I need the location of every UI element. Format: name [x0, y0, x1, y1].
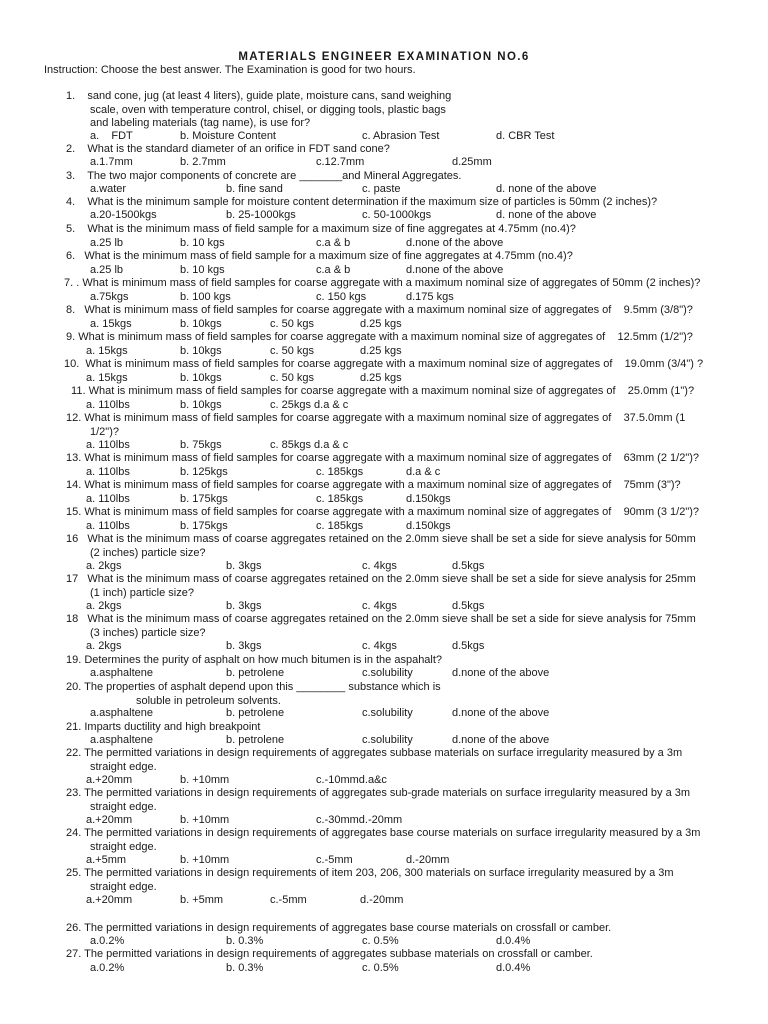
answer-option: b. 10 kgs — [180, 237, 225, 249]
answer-option: b. 0.3% — [226, 962, 264, 974]
question-text-continued: straight edge. — [90, 840, 157, 853]
answer-option: c. 4kgs — [362, 600, 397, 612]
answer-option: d.25 kgs — [360, 318, 402, 330]
answer-option: a. 110lbs — [86, 399, 130, 411]
answer-option: a.+20mm — [86, 894, 133, 906]
answer-option: d.none of the above — [452, 667, 550, 679]
question-text: 27. The permitted variations in design requirements of aggregates subbase materials on crossfall or camber. — [66, 948, 593, 960]
answer-option: d.a & c — [406, 466, 441, 478]
answer-option: b. +5mm — [180, 894, 224, 906]
answer-option: b. +10mm — [180, 854, 230, 866]
answer-option: b. petrolene — [226, 667, 285, 679]
answer-option: c.-5mm — [316, 854, 353, 866]
question-text: 3. The two major components of concrete are _______and Mineral Aggregates. — [66, 170, 462, 182]
answer-option: a.25 lb — [90, 237, 124, 249]
answer-option: c. Abrasion Test — [362, 130, 440, 142]
answer-option: c. 50 kgs — [270, 372, 315, 384]
question-text: 19. Determines the purity of asphalt on how much bitumen is in the aspahalt? — [66, 654, 443, 666]
answer-option: a.0.2% — [90, 935, 125, 947]
answer-option: c. 4kgs — [362, 560, 397, 572]
answer-option: a.75kgs — [90, 291, 129, 303]
question-text: 20. The properties of asphalt depend upon this ________ substance which is — [66, 681, 441, 693]
answer-option: c. 85kgs d.a & c — [270, 439, 349, 451]
answer-option: a.asphaltene — [90, 707, 153, 719]
question-text-continued: soluble in petroleum solvents. — [136, 694, 281, 707]
answer-option: a.+20mm — [86, 774, 133, 786]
answer-option: c.a & b — [316, 237, 351, 249]
answer-option: a.asphaltene — [90, 667, 153, 679]
answer-option: b. 10kgs — [180, 318, 222, 330]
answer-option: b. 0.3% — [226, 935, 264, 947]
question-text: 16 What is the minimum mass of coarse aggregates retained on the 2.0mm sieve shall be set a side for sieve analysis for 50mm — [66, 533, 696, 545]
question-text: 17 What is the minimum mass of coarse aggregates retained on the 2.0mm sieve shall be set a side for sieve analysis for 25mm — [66, 573, 696, 585]
answer-option: a. 110lbs — [86, 466, 130, 478]
question-text-continued: (1 inch) particle size? — [90, 586, 194, 599]
answer-option: b. 3kgs — [226, 600, 262, 612]
question-text-continued: straight edge. — [90, 880, 157, 893]
answer-option: c. 4kgs — [362, 640, 397, 652]
question-text: 21. Imparts ductility and high breakpoint — [66, 721, 261, 733]
answer-option: c. 150 kgs — [316, 291, 367, 303]
answer-option: a. 15kgs — [86, 345, 128, 357]
question-text: 2. What is the standard diameter of an orifice in FDT sand cone? — [66, 143, 390, 155]
question-text: 11. What is minimum mass of field samples for coarse aggregate with a maximum nominal size of aggregates of 25.0mm (1")? — [68, 385, 695, 397]
answer-option: b. 10 kgs — [180, 264, 225, 276]
question-text: 10. What is minimum mass of field samples for coarse aggregate with a maximum nominal size of aggregates of 19.0mm (3/4") ? — [64, 358, 704, 370]
answer-option: d.none of the above — [452, 707, 550, 719]
question-text: 14. What is minimum mass of field samples for coarse aggregate with a maximum nominal size of aggregates of 75mm (3")? — [66, 479, 681, 491]
answer-option: b. +10mm — [180, 774, 230, 786]
answer-option: c. 0.5% — [362, 962, 399, 974]
answer-option: b. +10mm — [180, 814, 230, 826]
answer-option: a.0.2% — [90, 962, 125, 974]
answer-option: b. 25-1000kgs — [226, 209, 296, 221]
answer-option: d.-20mm — [406, 854, 450, 866]
answer-option: b. Moisture Content — [180, 130, 276, 142]
answer-option: c.-5mm — [270, 894, 307, 906]
answer-option: c. 50 kgs — [270, 345, 315, 357]
answer-option: a. 110lbs — [86, 520, 130, 532]
answer-option: a. 110lbs — [86, 493, 130, 505]
question-text-continued: (2 inches) particle size? — [90, 546, 206, 559]
answer-option: c.a & b — [316, 264, 351, 276]
answer-option: d.175 kgs — [406, 291, 454, 303]
question-text: 5. What is the minimum mass of field sample for a maximum size of fine aggregates at 4.75mm (no.4)? — [66, 223, 576, 235]
question-text: 8. What is minimum mass of field samples for coarse aggregate with a maximum nominal size of aggregates of 9.5mm (3/8")? — [66, 304, 693, 316]
answer-option: d.5kgs — [452, 560, 485, 572]
answer-option: c.solubility — [362, 734, 413, 746]
answer-option: a. 110lbs — [86, 439, 130, 451]
question-text: 25. The permitted variations in design requirements of item 203, 206, 300 materials on surface irregularity measured by a 3m — [66, 867, 674, 879]
answer-option: a. 15kgs — [86, 372, 128, 384]
answer-option: b. 10kgs — [180, 399, 222, 411]
question-text: 9. What is minimum mass of field samples for coarse aggregate with a maximum nominal size of aggregates of 12.5mm (1/2")? — [66, 331, 693, 343]
answer-option: b. petrolene — [226, 734, 285, 746]
answer-option: b. 175kgs — [180, 520, 228, 532]
answer-option: a. 2kgs — [86, 600, 122, 612]
answer-option: d.0.4% — [496, 935, 531, 947]
question-text-continued: 1/2")? — [90, 425, 119, 438]
question-text-continued: straight edge. — [90, 760, 157, 773]
answer-option: c.solubility — [362, 667, 413, 679]
answer-option: d.25 kgs — [360, 345, 402, 357]
question-text: 18 What is the minimum mass of coarse aggregates retained on the 2.0mm sieve shall be set a side for sieve analysis for 75mm — [66, 613, 696, 625]
answer-option: b. 75kgs — [180, 439, 222, 451]
answer-option: c. 25kgs d.a & c — [270, 399, 349, 411]
answer-option: d.150kgs — [406, 493, 451, 505]
answer-option: b. 10kgs — [180, 372, 222, 384]
question-text-continued: (3 inches) particle size? — [90, 626, 206, 639]
answer-option: d. CBR Test — [496, 130, 555, 142]
answer-option: c. paste — [362, 183, 401, 195]
answer-option: d.5kgs — [452, 640, 485, 652]
answer-option: a.1.7mm — [90, 156, 133, 168]
answer-option: d.25 kgs — [360, 372, 402, 384]
answer-option: d.5kgs — [452, 600, 485, 612]
question-text: 6. What is the minimum mass of field sample for a maximum size of fine aggregates at 4.75mm (no.4)? — [66, 250, 573, 262]
question-text-continued: scale, oven with temperature control, chisel, or digging tools, plastic bags — [90, 103, 446, 116]
question-text-continued: and labeling materials (tag name), is use for? — [90, 117, 311, 129]
question-text: 4. What is the minimum sample for moisture content determination if the maximum size of particles is 50mm (2 inches)? — [66, 196, 658, 208]
answer-option: b. 3kgs — [226, 560, 262, 572]
answer-option: c.solubility — [362, 707, 413, 719]
answer-option: d. none of the above — [496, 183, 597, 195]
answer-option: d.-20mm — [360, 894, 404, 906]
answer-option: c. 185kgs — [316, 493, 364, 505]
question-text: 23. The permitted variations in design requirements of aggregates sub-grade materials on surface irregularity measured by a 3m — [66, 787, 691, 799]
question-text-continued: straight edge. — [90, 800, 157, 813]
question-text: 15. What is minimum mass of field samples for coarse aggregate with a maximum nominal size of aggregates of 90mm (3 1/2")? — [66, 506, 699, 518]
answer-option: c.-10mmd.a&c — [316, 774, 387, 786]
answer-option: d.25mm — [452, 156, 492, 168]
question-text: 1. sand cone, jug (at least 4 liters), guide plate, moisture cans, sand weighing — [66, 90, 452, 102]
question-text: 7. . What is minimum mass of field samples for coarse aggregate with a maximum nominal size of aggregates of 50mm (2 inches)? — [64, 277, 701, 289]
answer-option: a.water — [90, 183, 127, 195]
answer-option: a.25 lb — [90, 264, 124, 276]
answer-option: c. 185kgs — [316, 466, 364, 478]
answer-option: b. 175kgs — [180, 493, 228, 505]
answer-option: d.0.4% — [496, 962, 531, 974]
exam-instruction: Instruction: Choose the best answer. The Examination is good for two hours. — [44, 64, 416, 76]
answer-option: a.+5mm — [86, 854, 127, 866]
answer-option: d. none of the above — [496, 209, 597, 221]
question-text: 22. The permitted variations in design requirements of aggregates subbase materials on surface irregularity measured by a 3m — [66, 747, 683, 759]
answer-option: b. petrolene — [226, 707, 285, 719]
answer-option: d.none of the above — [406, 237, 504, 249]
answer-option: a.+20mm — [86, 814, 133, 826]
answer-option: a. 2kgs — [86, 640, 122, 652]
answer-option: c.-30mmd.-20mm — [316, 814, 403, 826]
answer-option: c. 50 kgs — [270, 318, 315, 330]
answer-option: a. 2kgs — [86, 560, 122, 572]
answer-option: a.asphaltene — [90, 734, 153, 746]
question-text: 12. What is minimum mass of field samples for coarse aggregate with a maximum nominal size of aggregates of 37.5.0mm (1 — [66, 412, 686, 424]
answer-option: a. 15kgs — [90, 318, 132, 330]
answer-option: b. 10kgs — [180, 345, 222, 357]
answer-option: c.12.7mm — [316, 156, 365, 168]
answer-option: d.none of the above — [452, 734, 550, 746]
answer-option: b. 125kgs — [180, 466, 228, 478]
question-text: 13. What is minimum mass of field samples for coarse aggregate with a maximum nominal size of aggregates of 63mm (2 1/2")? — [66, 452, 699, 464]
question-text: 24. The permitted variations in design requirements of aggregates base course materials on surface irregularity measured by a 3m — [66, 827, 701, 839]
answer-option: d.none of the above — [406, 264, 504, 276]
answer-option: c. 185kgs — [316, 520, 364, 532]
answer-option: a. FDT — [90, 130, 133, 142]
question-text: 26. The permitted variations in design requirements of aggregates base course materials on crossfall or camber. — [66, 922, 612, 934]
answer-option: b. fine sand — [226, 183, 283, 195]
answer-option: b. 100 kgs — [180, 291, 231, 303]
answer-option: a.20-1500kgs — [90, 209, 157, 221]
answer-option: b. 2.7mm — [180, 156, 226, 168]
answer-option: d.150kgs — [406, 520, 451, 532]
answer-option: c. 50-1000kgs — [362, 209, 432, 221]
exam-title: MATERIALS ENGINEER EXAMINATION NO.6 — [238, 51, 530, 63]
answer-option: c. 0.5% — [362, 935, 399, 947]
answer-option: b. 3kgs — [226, 640, 262, 652]
